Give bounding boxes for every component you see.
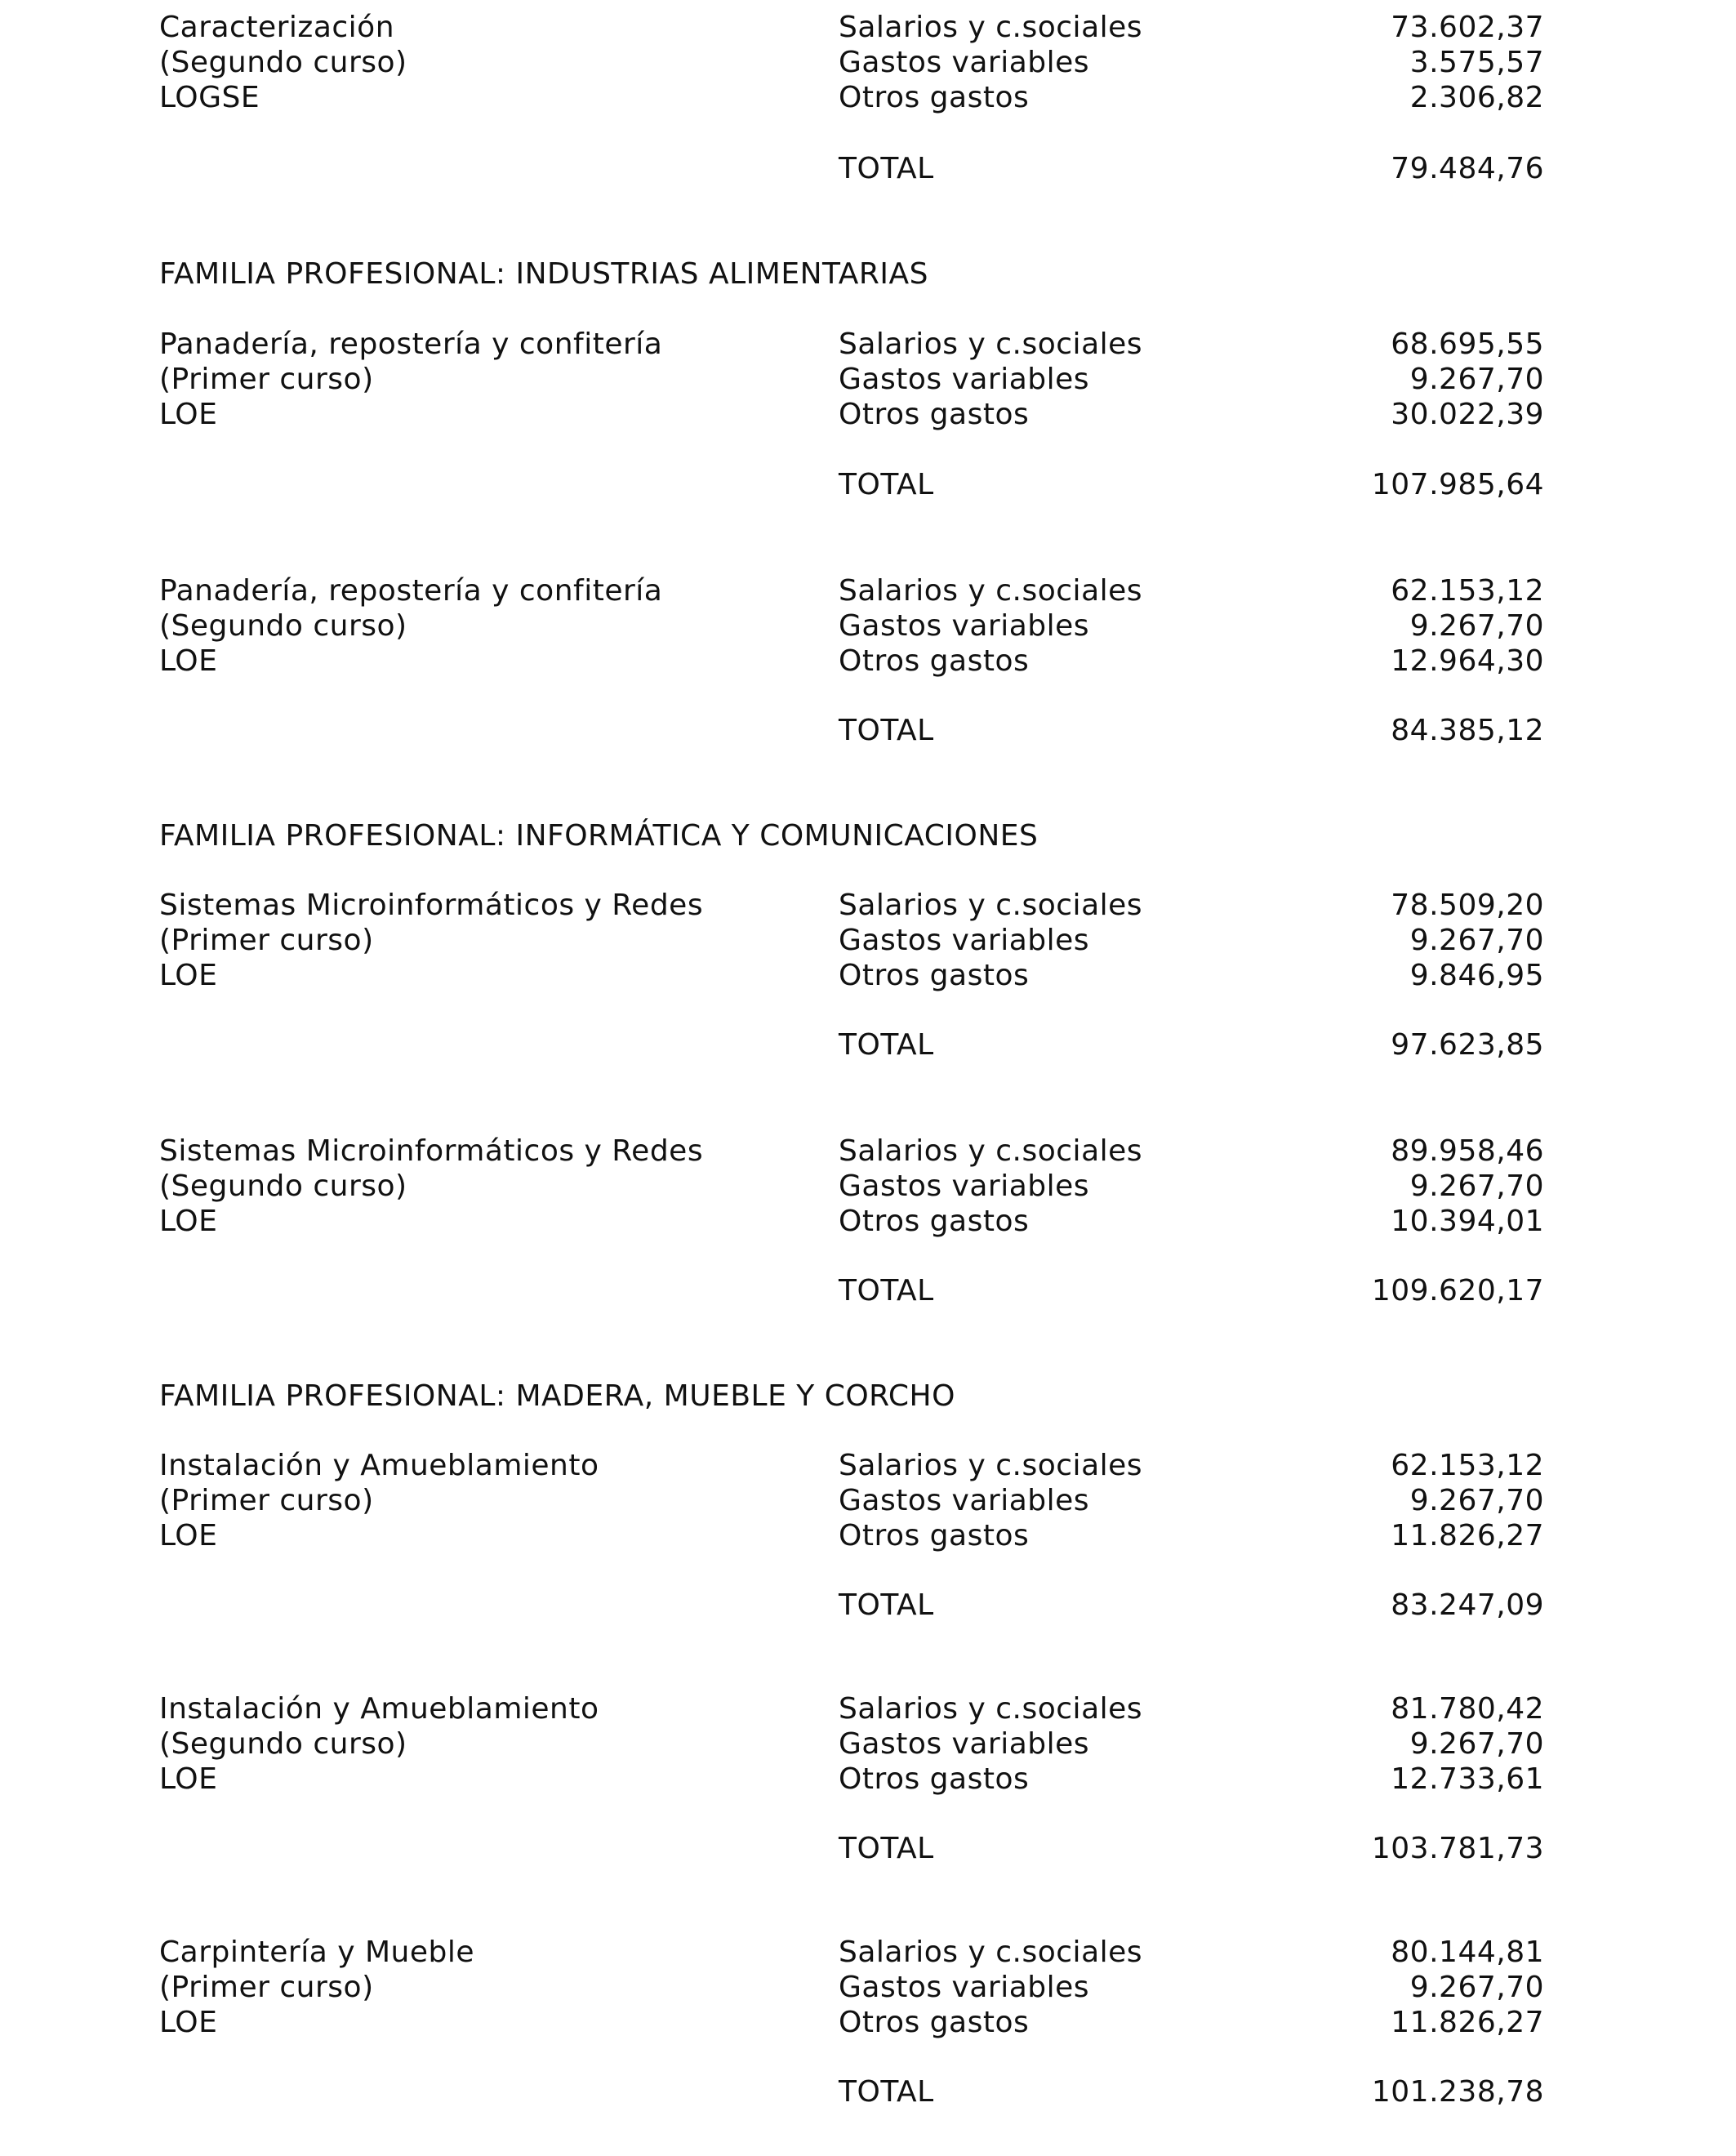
cost-value: 11.826,27 bbox=[1391, 2006, 1544, 2039]
cost-label: Salarios y c.sociales bbox=[839, 889, 1143, 922]
cost-label: Gastos variables bbox=[839, 46, 1090, 79]
program-law: LOE bbox=[159, 1519, 218, 1552]
program-name: Sistemas Microinformáticos y Redes bbox=[159, 1134, 704, 1168]
total-value: 107.985,64 bbox=[1371, 468, 1544, 501]
cost-label: Salarios y c.sociales bbox=[839, 1449, 1143, 1482]
cost-value: 80.144,81 bbox=[1391, 1936, 1544, 1969]
cost-value: 62.153,12 bbox=[1391, 574, 1544, 608]
cost-value: 10.394,01 bbox=[1391, 1205, 1544, 1238]
cost-label: Salarios y c.sociales bbox=[839, 1134, 1143, 1168]
cost-value: 81.780,42 bbox=[1391, 1692, 1544, 1726]
family-heading: FAMILIA PROFESIONAL: INDUSTRIAS ALIMENTARIAS bbox=[159, 257, 928, 291]
family-heading: FAMILIA PROFESIONAL: MADERA, MUEBLE Y CORCHO bbox=[159, 1379, 955, 1413]
program-course: (Primer curso) bbox=[159, 1484, 374, 1517]
total-label: TOTAL bbox=[839, 1832, 934, 1865]
program-course: (Primer curso) bbox=[159, 924, 374, 957]
cost-value: 11.826,27 bbox=[1391, 1519, 1544, 1552]
cost-label: Gastos variables bbox=[839, 1971, 1090, 2004]
cost-value: 3.575,57 bbox=[1409, 46, 1544, 79]
total-label: TOTAL bbox=[839, 2075, 934, 2109]
program-law: LOGSE bbox=[159, 81, 260, 114]
cost-value: 89.958,46 bbox=[1391, 1134, 1544, 1168]
total-label: TOTAL bbox=[839, 468, 934, 501]
total-label: TOTAL bbox=[839, 152, 934, 185]
program-name: Panadería, repostería y confitería bbox=[159, 574, 663, 608]
cost-label: Salarios y c.sociales bbox=[839, 327, 1143, 361]
cost-value: 9.267,70 bbox=[1409, 609, 1544, 643]
program-course: (Primer curso) bbox=[159, 1971, 374, 2004]
program-name: Instalación y Amueblamiento bbox=[159, 1449, 599, 1482]
cost-value: 9.267,70 bbox=[1409, 924, 1544, 957]
program-course: (Segundo curso) bbox=[159, 46, 407, 79]
total-value: 83.247,09 bbox=[1391, 1588, 1544, 1622]
cost-label: Otros gastos bbox=[839, 1762, 1030, 1796]
cost-value: 73.602,37 bbox=[1391, 11, 1544, 44]
cost-value: 78.509,20 bbox=[1391, 889, 1544, 922]
cost-value: 9.267,70 bbox=[1409, 363, 1544, 396]
cost-value: 9.267,70 bbox=[1409, 1971, 1544, 2004]
cost-value: 9.267,70 bbox=[1409, 1484, 1544, 1517]
program-law: LOE bbox=[159, 1205, 218, 1238]
program-law: LOE bbox=[159, 644, 218, 678]
program-law: LOE bbox=[159, 398, 218, 431]
cost-value: 2.306,82 bbox=[1409, 81, 1544, 114]
total-label: TOTAL bbox=[839, 1274, 934, 1307]
cost-label: Otros gastos bbox=[839, 644, 1030, 678]
total-value: 109.620,17 bbox=[1371, 1274, 1544, 1307]
program-law: LOE bbox=[159, 959, 218, 992]
cost-value: 9.267,70 bbox=[1409, 1727, 1544, 1761]
cost-value: 62.153,12 bbox=[1391, 1449, 1544, 1482]
cost-value: 9.267,70 bbox=[1409, 1169, 1544, 1203]
cost-label: Salarios y c.sociales bbox=[839, 11, 1143, 44]
cost-label: Otros gastos bbox=[839, 1519, 1030, 1552]
cost-label: Otros gastos bbox=[839, 398, 1030, 431]
cost-value: 12.964,30 bbox=[1391, 644, 1544, 678]
cost-label: Gastos variables bbox=[839, 1484, 1090, 1517]
total-value: 79.484,76 bbox=[1391, 152, 1544, 185]
cost-label: Salarios y c.sociales bbox=[839, 1936, 1143, 1969]
program-name: Carpintería y Mueble bbox=[159, 1936, 475, 1969]
cost-label: Otros gastos bbox=[839, 959, 1030, 992]
program-law: LOE bbox=[159, 2006, 218, 2039]
program-course: (Segundo curso) bbox=[159, 1169, 407, 1203]
program-course: (Segundo curso) bbox=[159, 1727, 407, 1761]
cost-label: Otros gastos bbox=[839, 81, 1030, 114]
cost-label: Gastos variables bbox=[839, 363, 1090, 396]
cost-label: Otros gastos bbox=[839, 1205, 1030, 1238]
total-value: 84.385,12 bbox=[1391, 714, 1544, 747]
program-course: (Segundo curso) bbox=[159, 609, 407, 643]
total-value: 97.623,85 bbox=[1391, 1028, 1544, 1062]
family-heading: FAMILIA PROFESIONAL: INFORMÁTICA Y COMUNICACIONES bbox=[159, 819, 1039, 853]
cost-label: Gastos variables bbox=[839, 609, 1090, 643]
program-name: Panadería, repostería y confitería bbox=[159, 327, 663, 361]
cost-value: 68.695,55 bbox=[1391, 327, 1544, 361]
cost-label: Gastos variables bbox=[839, 1169, 1090, 1203]
program-law: LOE bbox=[159, 1762, 218, 1796]
cost-label: Gastos variables bbox=[839, 924, 1090, 957]
total-value: 101.238,78 bbox=[1371, 2075, 1544, 2109]
program-name: Sistemas Microinformáticos y Redes bbox=[159, 889, 704, 922]
cost-label: Salarios y c.sociales bbox=[839, 1692, 1143, 1726]
cost-value: 30.022,39 bbox=[1391, 398, 1544, 431]
total-label: TOTAL bbox=[839, 1588, 934, 1622]
cost-label: Otros gastos bbox=[839, 2006, 1030, 2039]
program-name: Instalación y Amueblamiento bbox=[159, 1692, 599, 1726]
cost-value: 12.733,61 bbox=[1391, 1762, 1544, 1796]
program-name: Caracterización bbox=[159, 11, 395, 44]
program-course: (Primer curso) bbox=[159, 363, 374, 396]
cost-label: Gastos variables bbox=[839, 1727, 1090, 1761]
cost-value: 9.846,95 bbox=[1409, 959, 1544, 992]
total-label: TOTAL bbox=[839, 1028, 934, 1062]
cost-label: Salarios y c.sociales bbox=[839, 574, 1143, 608]
total-label: TOTAL bbox=[839, 714, 934, 747]
total-value: 103.781,73 bbox=[1371, 1832, 1544, 1865]
